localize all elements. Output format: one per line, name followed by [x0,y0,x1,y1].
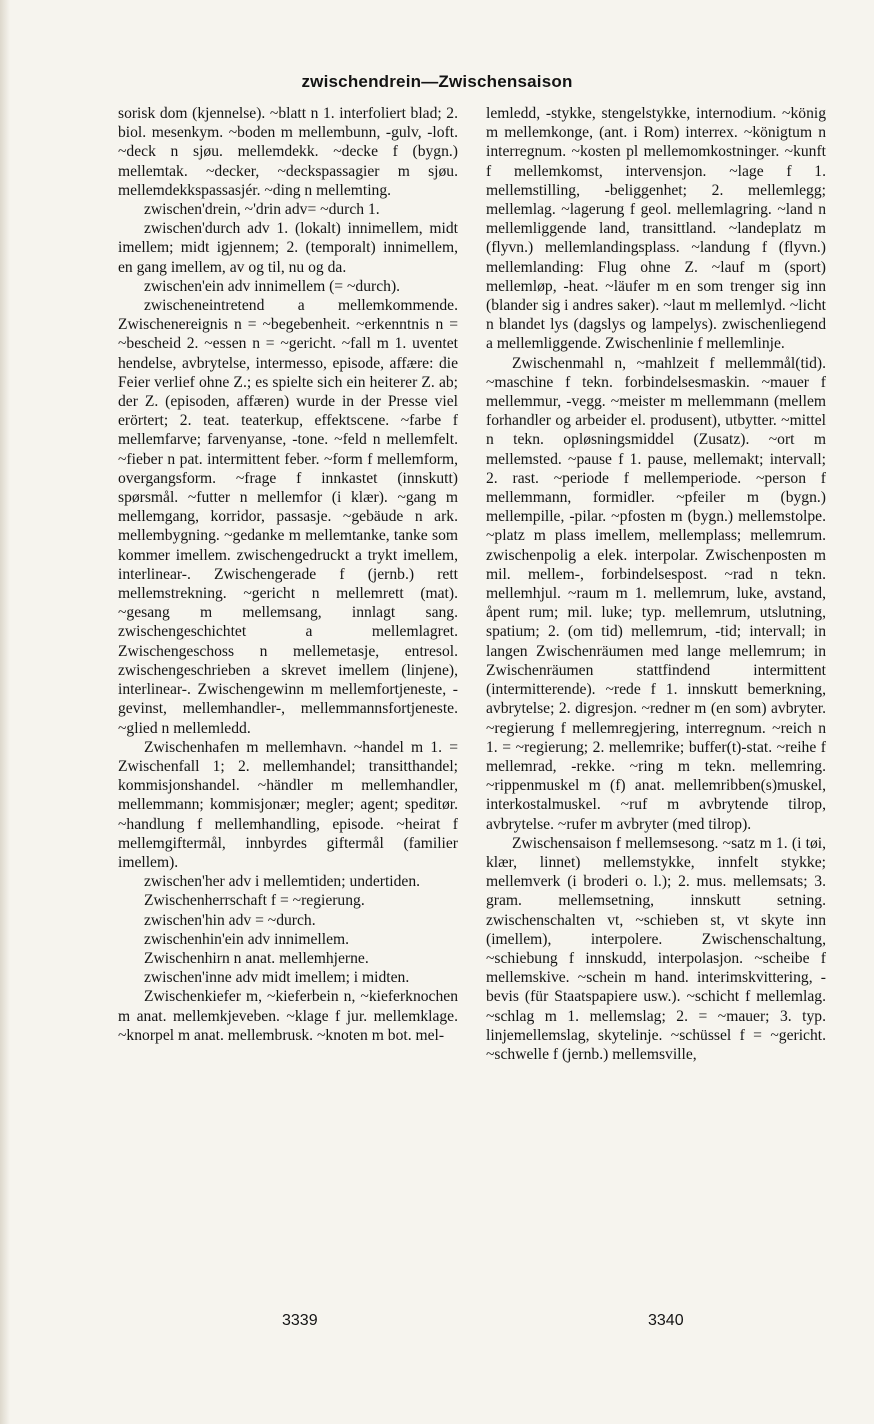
entry-paragraph: zwischeneintretend a mellemkommende. Zwischenereignis n = ~begebenheit. ~erkenntnis n = ~bescheid 2. ~essen n = ~gericht. ~fall m 1. uventet hendelse, avbrytelse, intermesso, episode, affære: die Feier verlief ohne Z.; es spielte sich ein heiterer Z. ab; der Z. (episoden, affæren) wurde in der Presse viel erörtert; 2. teat. teaterkup, effektscene. ~farbe f mellemfarve; farvenyanse, -tone. ~feld n mellemfelt. ~fieber n pat. intermittent feber. ~form f mellemform, overgangsform. ~frage f innkastet (innskutt) spørsmål. ~futter n mellemfor (i klær). ~gang m mellemgang, korridor, passasje. ~gebäude n ark. mellembygning. ~gedanke m mellemtanke, tanke som kommer imellem. zwischengedruckt a trykt imellem, interlinear-. Zwischengerade f (jernb.) rett mellemstrekning. ~gericht n mellemrett (mat). ~gesang m mellemsang, innlagt sang. zwischengeschichtet a mellemlagret. Zwischengeschoss n mellemetasje, entresol. zwischengeschrieben a skrevet imellem (linjene), interlinear-. Zwischengewinn m mellemfortjeneste, -gevinst, mellemhandler-, mellemmannsfortjeneste. ~glied n mellemledd. [118,297,458,737]
entry-paragraph: zwischen'drein, ~'drin adv= ~durch 1. [144,201,380,219]
entry-paragraph: zwischen'hin adv = ~durch. [144,911,316,929]
entry-paragraph: zwischen'inne adv midt imellem; i midten. [144,969,410,987]
entry-paragraph: zwischen'ein adv innimellem (= ~durch). [144,277,401,295]
right-column [486,104,826,1064]
entry-paragraph: Zwischenhirn n anat. mellemhjerne. [144,949,369,967]
entry-paragraph: sorisk dom (kjennelse). ~blatt n 1. interfoliert blad; 2. biol. mesenkym. ~boden m mellembunn, -gulv, -loft. ~deck n sjøu. mellemdekk. ~decke f (bygn.) mellemtak. ~decker, ~deckspassagier m sjøu. mellemdekkspassasjér. ~ding n mellemting. [118,105,458,199]
entry-paragraph: zwischenhin'ein adv innimellem. [144,930,350,948]
entry-paragraph: lemledd, -stykke, stengelstykke, internodium. ~könig m mellemkonge, (ant. i Rom) interrex. ~königtum n interregnum. ~kosten pl mellemomkostninger. ~kunft f mellemkomst, intervensjon. ~lage f 1. mellemstilling, -beliggenhet; 2. mellemlegg; mellemlag. ~lagerung f geol. mellemlagring. ~land n mellemliggende land, transittland. ~landeplatz m (flyvn.) mellemlandingsplass. ~landung f (flyvn.) mellemlanding: Flug ohne Z. ~lauf m (sport) mellemløp, -heat. ~läufer m en som trenger sig inn (blander sig i andres saker). ~laut m mellemlyd. ~licht n blandet lys (dagslys og lampelys). zwischenliegend a mellemliggende. Zwischenlinie f mellemlinje. [486,105,826,353]
running-header: zwischendrein—Zwischensaison [301,72,573,91]
page-edge-shadow [0,0,10,1424]
entry-paragraph: zwischen'her adv i mellemtiden; undertiden. [144,873,421,891]
page-number-right: 3340 [648,1312,684,1329]
entry-paragraph: Zwischenmahl n, ~mahlzeit f mellemmål(tid). ~maschine f tekn. forbindelsesmaskin. ~mauer f mellemmur, -vegg. ~meister m mellemmann (mellem forhandler og arbeider el. produsent), utbytter. ~mittel n tekn. opløsningsmiddel (Zusatz). ~ort m mellemsted. ~pause f 1. pause, mellemakt; intervall; 2. rast. ~periode f mellemperiode. ~person f mellemmann, formidler. ~pfeiler m (bygn.) mellempille, -pilar. ~pfosten m (bygn.) mellemstolpe. ~platz m plass imellem, mellemplass; mellemrum. zwischenpolig a elek. interpolar. Zwischenposten m mil. mellem-, forbindelsespost. ~rad n tekn. mellemhjul. ~raum m 1. mellemrum, luke, avstand, åpent rum; mil. luke; typ. mellemrum, utslutning, spatium; 2. (om tid) mellemrum, -tid; intervall; in langen Zwischenräumen med lange mellemrum; in Zwischenräumen stattfindend intermittent (intermitterende). ~rede f 1. innskutt bemerkning, avbrytelse; 2. digresjon. ~redner m (en som) avbryter. ~regierung f mellemregjering, interregnum. ~reich n 1. = ~regierung; 2. mellemrike; buffer(t)-stat. ~reihe f mellemrad, -rekke. ~ring m tekn. mellemring. ~rippenmuskel m (f) anat. mellemribben(s)muskel, interkostalmuskel. ~ruf m avbrytende tilrop, avbrytelse. ~rufer m avbryter (med tilrop). [486,354,826,833]
left-column [118,104,458,1045]
entry-paragraph: zwischen'durch adv 1. (lokalt) innimellem, midt imellem; midt igjennem; 2. (temporalt) innimellem, en gang imellem, av og til, nu og da. [118,220,458,276]
entry-paragraph: Zwischenherrschaft f = ~regierung. [144,892,365,910]
entry-paragraph: Zwischenkiefer m, ~kieferbein n, ~kieferknochen m anat. mellemkjeveben. ~klage f jur. mellemklage. ~knorpel m anat. mellembrusk. ~knoten m bot. mel- [118,988,458,1044]
page-number-left: 3339 [282,1312,318,1329]
entry-paragraph: Zwischensaison f mellemsesong. ~satz m 1. (i tøi, klær, linnet) mellemstykke, innfelt stykke; mellemverk (i broderi o. l.); 2. mus. mellemsats; 3. gram. mellemsetning, innskutt setning. zwischenschalten vt, ~schieben st, vt skyte inn (imellem), interpolere. Zwischenschaltung, ~schiebung f innskudd, interpolasjon. ~scheibe f mellemskive. ~schein m hand. interimskvittering, -bevis (für Staatspapiere usw.). ~schicht f mellemlag. ~schlag m 1. mellemslag; 2. = ~mauer; 3. typ. linjemellemslag, skytelinje. ~schüssel f = ~gericht. ~schwelle f (jernb.) mellemsville, [486,834,826,1063]
entry-paragraph: Zwischenhafen m mellemhavn. ~handel m 1. = Zwischenfall 1; 2. mellemhandel; transitthandel; kommisjonshandel. ~händler m mellemhandler, mellemmann; kommisjonær; megler; agent; speditør. ~handlung f mellemhandling, episode. ~heirat f mellemgiftermål, innbyrdes giftermål (familier imellem). [118,738,458,871]
